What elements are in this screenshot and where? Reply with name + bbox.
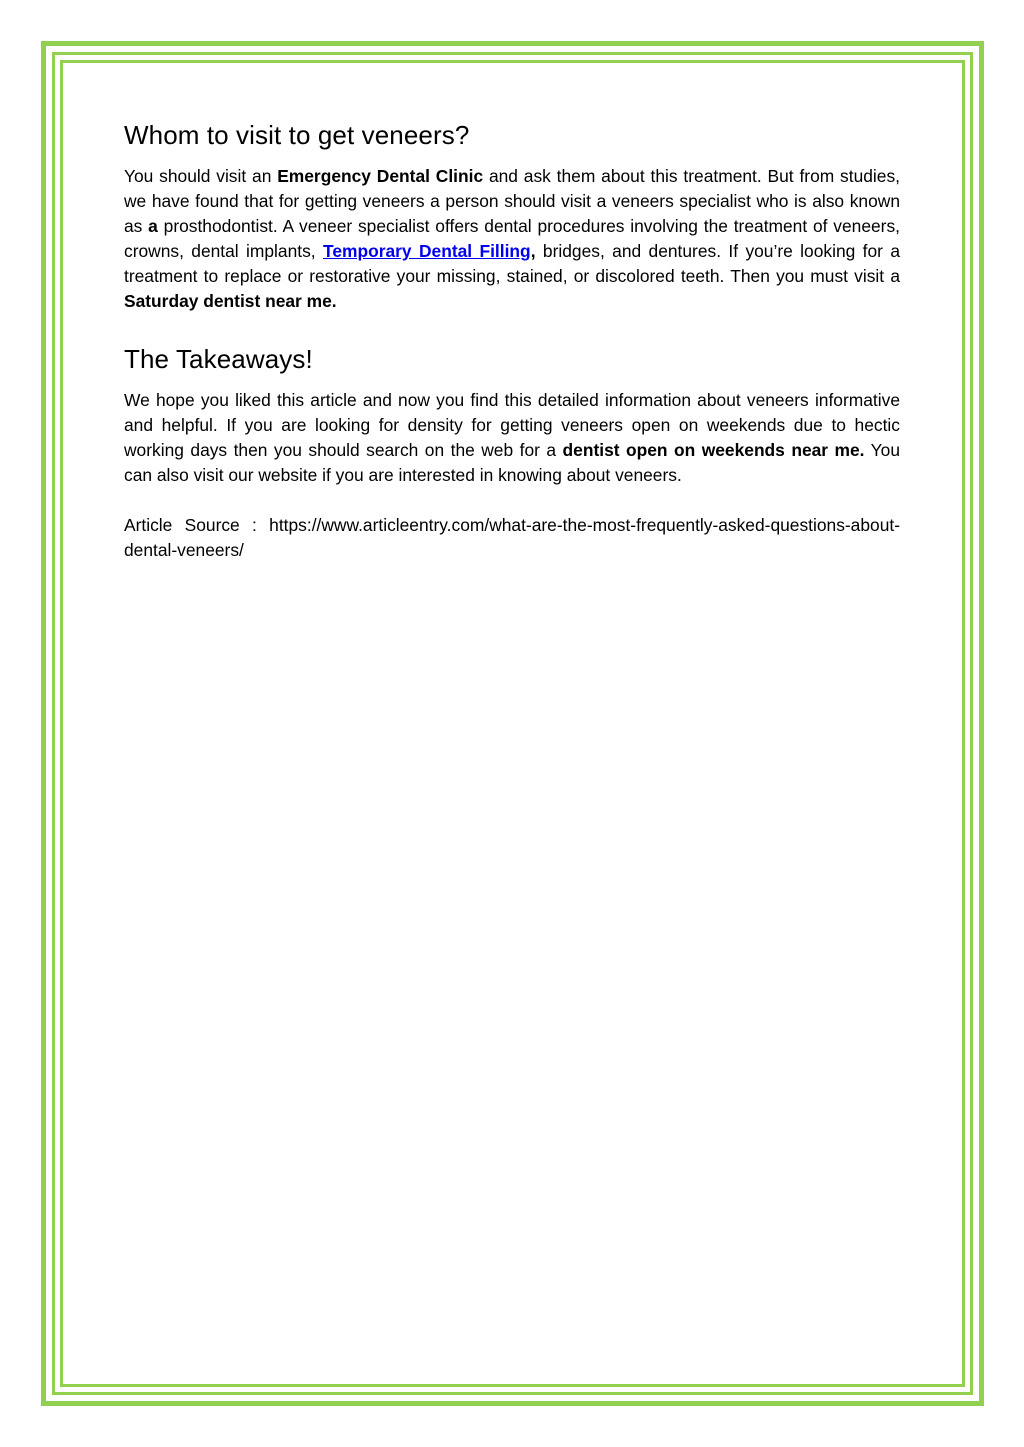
bold-text: Emergency Dental Clinic [277,166,484,186]
temporary-dental-filling-link[interactable]: Temporary Dental Filling [323,241,531,261]
bold-text: dentist open on weekends near me. [562,440,865,460]
section-whom-to-visit [124,118,900,314]
section-takeaways [124,342,900,563]
section-heading: Whom to visit to get veneers? [124,120,470,150]
document-content [124,118,900,563]
bold-text: Saturday dentist near me. [124,291,337,311]
section-heading: The Takeaways! [124,344,313,374]
bold-text: a [148,216,158,236]
article-source: Article Source : https://www.articleentry.com/what-are-the-most-frequently-asked-questions-about-dental-veneers/ [124,515,900,560]
bold-text: , [530,241,536,261]
section-paragraph: You should visit an Emergency Dental Clinic and ask them about this treatment. But from studies, we have found that for getting veneers a person should visit a veneers specialist who is also known as a prosthodontist. A veneer specialist offers dental procedures involving the treatment of veneers, crowns, dental implants, Temporary Dental Filling, bridges, and dentures. If you’re looking for a treatment to replace or restorative your missing, stained, or discolored teeth. Then you must visit a Saturday dentist near me. [124,166,900,311]
section-paragraph: We hope you liked this article and now you find this detailed information about veneers informative and helpful. If you are looking for density for getting veneers open on weekends due to hectic working days then you should search on the web for a dentist open on weekends near me. You can also visit our website if you are interested in knowing about veneers. [124,390,900,485]
